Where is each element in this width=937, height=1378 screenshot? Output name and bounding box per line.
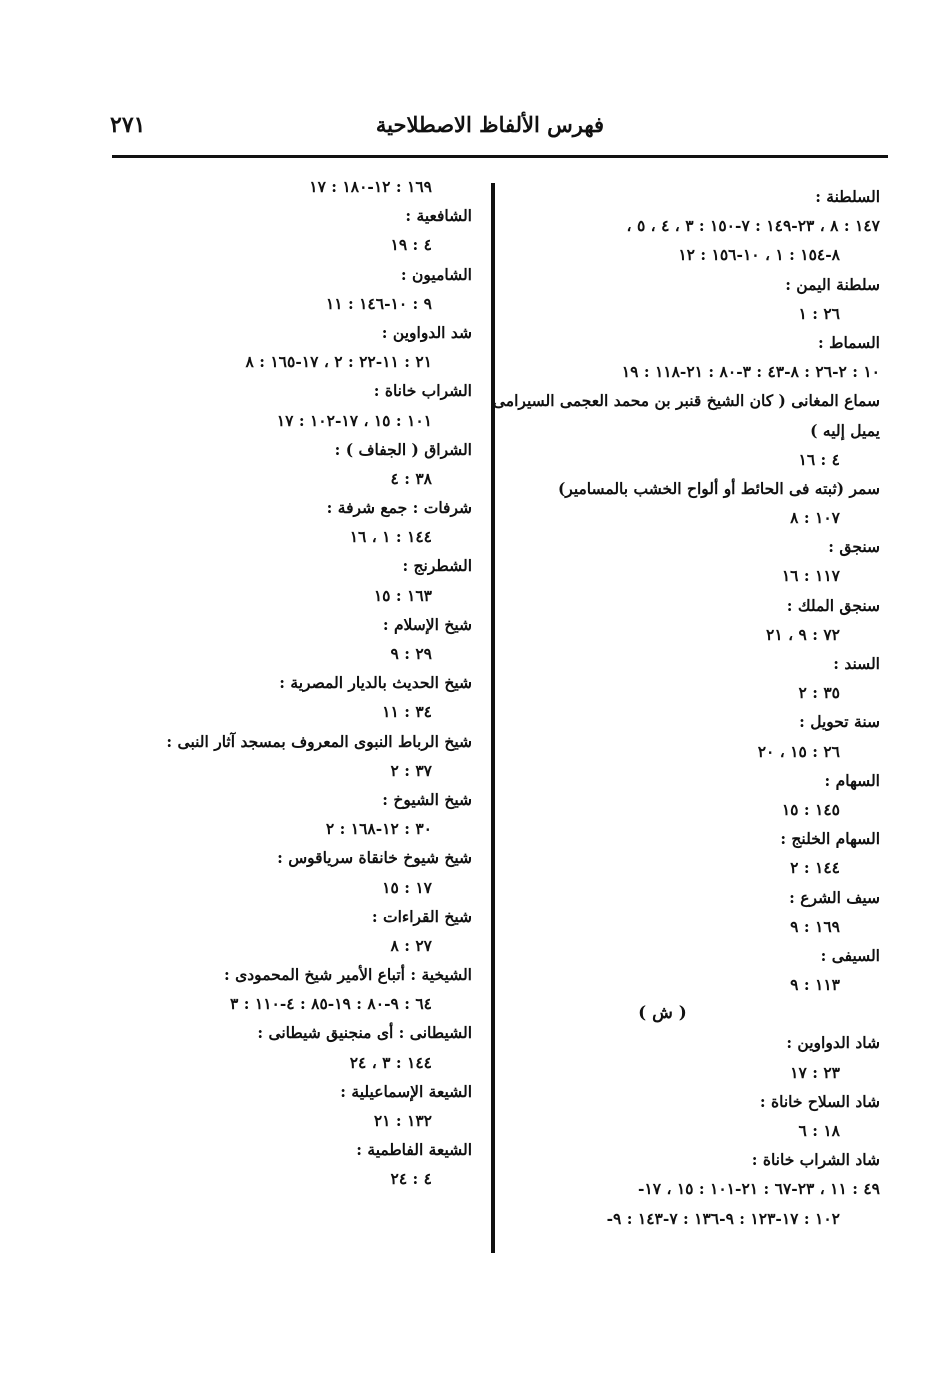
page-references: ٢٧ : ٨ <box>390 935 432 955</box>
page-references: ٤ : ٢٤ <box>390 1169 432 1189</box>
page-references: ٨-١٥٤ : ١ ، ١٠-١٥٦ : ١٢ <box>678 245 840 265</box>
page-references: ١٨ : ٦ <box>798 1121 840 1140</box>
index-term: السند : <box>833 654 880 673</box>
index-term: الشراب خاناة : <box>373 381 472 401</box>
index-term: الشيخية : أتباع الأمير شيخ المحمودى : <box>224 965 472 985</box>
index-term: شد الدواوين : <box>381 322 472 342</box>
page-references: ٣٥ : ٢ <box>798 683 840 703</box>
index-term: شيخ الشيوخ : <box>382 789 472 809</box>
index-term: الشطرنج : <box>402 556 472 576</box>
page-references: ٤ : ١٩ <box>390 235 432 255</box>
index-column-left <box>150 172 472 1194</box>
index-term: سمر (ثبته فى الحائط أو ألواح الخشب بالمسامير) <box>557 478 880 498</box>
page-number: ٢٧١ <box>110 112 146 138</box>
index-term: شاد الدواوين : <box>786 1033 880 1053</box>
index-term: سنجق : <box>828 537 880 557</box>
header-rule <box>112 155 888 158</box>
page-references: ٢٦ : ١٥ ، ٢٠ <box>757 741 840 761</box>
page-references: ٢١ : ١١-٢٢ : ٢ ، ١٧-١٦٥ : ٨ <box>245 352 432 372</box>
index-term: السهام الخلنج : <box>780 829 880 849</box>
index-term: يميل إليه ) <box>810 420 880 440</box>
index-term: الشيطانى : أى منجنيق شيطانى : <box>257 1023 472 1043</box>
page-references: ١٤٧ : ٨ ، ٢٣-١٤٩ : ٧-١٥٠ : ٣ ، ٤ ، ٥ ، <box>626 216 880 236</box>
page-references: ٣٤ : ١١ <box>382 702 432 722</box>
page-references: ١٤٥ : ١٥ <box>781 799 840 819</box>
page-references: ٧٢ : ٩ ، ٢١ <box>766 624 840 644</box>
page-references: ١٠٧ : ٨ <box>790 508 840 528</box>
page-references: ٤ : ١٦ <box>798 449 840 469</box>
page-references: ١٦٩ : ١٢-١٨٠ : ١٧ <box>309 177 432 196</box>
page-references: ٩ : ١٠-١٤٦ : ١١ <box>325 293 432 313</box>
page-references: ٢٦ : ١ <box>798 303 840 323</box>
index-term: سنجق الملك : <box>786 595 880 615</box>
page-references: ١٦٣ : ١٥ <box>373 585 432 605</box>
page-references: ١٠ : ٢-٢٦ : ٨-٤٣ : ٣-٨٠ : ٢١-١١٨ : ١٩ <box>621 362 880 382</box>
index-term: شيخ الحديث بالديار المصرية : <box>279 673 472 693</box>
page-references: ٢٣ : ١٧ <box>790 1062 840 1082</box>
page-references: ٦٤ : ٩-٨٠ : ١٩-٨٥ : ٤-١١٠ : ٣ <box>230 994 432 1014</box>
page-references: ١٤٤ : ١ ، ١٦ <box>349 527 432 547</box>
index-term: شرفات : جمع شرفة : <box>326 498 472 518</box>
index-term: الشيعة الفاطمية : <box>356 1140 472 1160</box>
page-references: ٣٨ : ٤ <box>390 468 432 488</box>
index-term: الشافعية : <box>405 206 472 226</box>
index-term: الشاميون : <box>400 264 472 284</box>
index-term: سنة تحويل : <box>799 712 880 732</box>
index-term: شاد السلاح خاناة : <box>759 1091 880 1111</box>
column-divider <box>491 183 495 1253</box>
page-references: ١٤٤ : ٣ ، ٢٤ <box>349 1052 432 1072</box>
running-header-title: فهرس الألفاظ الاصطلاحية <box>375 112 605 137</box>
page-references: ١١٧ : ١٦ <box>781 566 840 586</box>
page-references: ٤٩ : ١١ ، ٢٣-٦٧ : ٢١-١٠١ : ١٥ ، ١٧- <box>637 1179 880 1199</box>
index-term: شيخ الإسلام : <box>382 614 472 634</box>
index-term: سلطنة اليمن : <box>785 274 880 294</box>
index-term: سماع المغانى ( كان الشيخ قنبر بن محمد العجمى السيرامى <box>492 391 880 411</box>
index-term: سيف الشرع : <box>789 887 880 907</box>
index-term: السهام : <box>824 770 880 790</box>
index-term: السلطنة : <box>815 187 880 206</box>
page-references: ١٤٤ : ٢ <box>790 858 840 878</box>
page-references: ١٣٢ : ٢١ <box>373 1111 432 1130</box>
page-references: ١٧ : ١٥ <box>382 877 432 897</box>
index-term: الشيعة الإسماعيلية : <box>340 1081 472 1101</box>
page-references: ٣٧ : ٢ <box>390 760 432 780</box>
page-references: ٣٠ : ١٢-١٦٨ : ٢ <box>325 819 432 839</box>
index-term: السيفى : <box>820 945 880 965</box>
page-references: ١٠١ : ١٥ ، ١٧-١٠٢ : ١٧ <box>276 410 432 430</box>
index-term: شيخ القراءات : <box>371 906 472 926</box>
page-references: ٢٩ : ٩ <box>390 644 432 663</box>
index-column-right <box>492 182 880 1233</box>
index-term: شاد الشراب خاناة : <box>751 1150 880 1170</box>
page-references: ١١٣ : ٩ <box>790 975 840 995</box>
page-references: ١٠٢ : ١٧-١٢٣ : ٩-١٣٦ : ٧-١٤٣ : ٩- <box>606 1208 840 1228</box>
page-references: ١٦٩ : ٩ <box>790 916 840 936</box>
index-term: شيخ شيوخ خانقاة سرياقوس : <box>277 848 472 868</box>
index-term: الشراق ( الجفاف ) : <box>334 439 472 459</box>
index-term: شيخ الرباط النبوى المعروف بمسجد آثار النبى : <box>166 731 472 751</box>
index-term: السماط : <box>818 332 880 352</box>
section-letter-heading: ( ش ) <box>638 1003 687 1024</box>
